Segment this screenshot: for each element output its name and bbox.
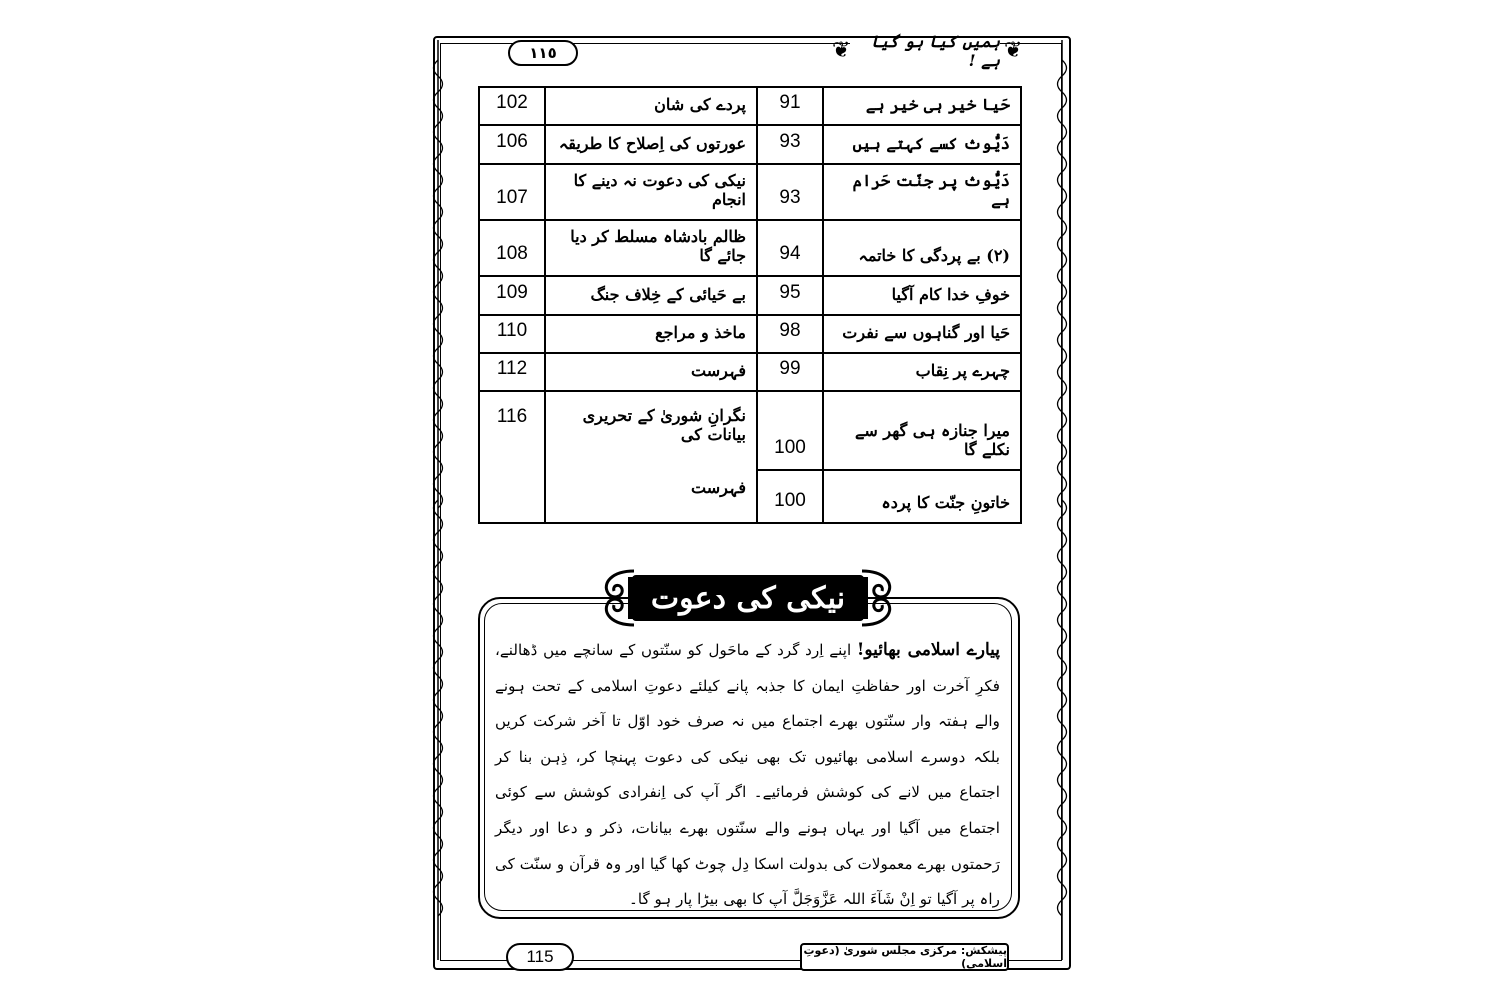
toc-entry-page: 100 bbox=[757, 391, 823, 469]
toc-entry-title: فہرست bbox=[545, 353, 757, 391]
footer-page-number: 115 bbox=[506, 943, 574, 971]
toc-entry-title: چہرے پر نِقاب bbox=[823, 353, 1021, 391]
toc-entry-title: ماخذ و مراجع bbox=[545, 315, 757, 353]
toc-entry-page: 116 bbox=[479, 391, 545, 523]
section-paragraph bbox=[495, 633, 1001, 909]
toc-entry-page: 93 bbox=[757, 164, 823, 220]
toc-entry-title: ظالم بادشاہ مسلط کر دیا جائے گا bbox=[545, 220, 757, 276]
toc-entry-title-multiline bbox=[545, 391, 757, 523]
table-row bbox=[479, 220, 1021, 276]
vine-ornament-left bbox=[427, 40, 449, 960]
toc-entry-title: خوفِ خدا کام آگیا bbox=[823, 276, 1021, 314]
header-page-number: ١١٥ bbox=[508, 40, 578, 66]
toc-entry-page: 112 bbox=[479, 353, 545, 391]
toc-entry-page: 109 bbox=[479, 276, 545, 314]
toc-entry-title: حَیا اور گناہوں سے نفرت bbox=[823, 315, 1021, 353]
toc-entry-page: 91 bbox=[757, 87, 823, 125]
toc-entry-page: 110 bbox=[479, 315, 545, 353]
toc-entry-title: خاتونِ جنّت کا پردہ bbox=[823, 470, 1021, 523]
paragraph-body: اپنے اِرد گرد کے ماحَول کو سنّتوں کے سانچے میں ڈھالنے، فکرِ آخرت اور حفاظتِ ایمان کا جذبہ پانے کیلئے دعوتِ اسلامی کے تحت ہونے والے ہفتہ وار سنّتوں بھرے اجتماع میں نہ صرف خود اوّل تا آخر شرکت کریں بلکہ دوسرے اسلامی بھائیوں تک بھی نیکی کی دعوت پہنچا کر، ذِہن بنا کر اجتماع میں لانے کی کوشش فرمائیے۔ اگر آپ کی اِنفرادی کوشش سے کوئی اجتماع میں آگیا اور یہاں ہونے والے سنّتوں بھرے بیانات، ذکر و دعا اور دیگر رَحمتوں بھرے معمولات کی بدولت اسکا دِل چوٹ کھا گیا اور وہ قرآن و سنّت کی راہ پر آگیا تو اِنْ شَآءَ اللہ عَزَّوَجَلَّ آپ کا بھی بیڑا پار ہو گا۔ bbox=[495, 641, 1000, 909]
table-row bbox=[479, 125, 1021, 163]
toc-entry-page: 100 bbox=[757, 470, 823, 523]
toc-entry-title-line: فہرست bbox=[691, 478, 746, 498]
section-title: نیکی کی دعوت bbox=[632, 575, 864, 621]
toc-entry-title: بے حَیائی کے خِلاف جنگ bbox=[545, 276, 757, 314]
header-book-title: ہمیں کیا ہو گیا ہے ! bbox=[850, 38, 1000, 64]
scroll-ornament-icon bbox=[858, 567, 898, 629]
toc-entry-title: نیکی کی دعوت نہ دینے کا انجام bbox=[545, 164, 757, 220]
vine-ornament-right bbox=[1051, 40, 1073, 960]
footer-publisher: پیشکش: مرکزی مجلس شوریٰ (دعوتِ اسلامی) bbox=[800, 943, 1009, 971]
table-row bbox=[479, 353, 1021, 391]
table-row bbox=[479, 164, 1021, 220]
toc-entry-page: 106 bbox=[479, 125, 545, 163]
toc-entry-title: دَیُّوث کسے کہتے ہیں bbox=[823, 125, 1021, 163]
paragraph-lead: پیارے اسلامی بھائیو! bbox=[856, 640, 1001, 660]
toc-entry-page: 108 bbox=[479, 220, 545, 276]
header-flourish-icon: ❦ bbox=[832, 38, 851, 63]
contents-table bbox=[478, 86, 1022, 524]
toc-entry-page: 107 bbox=[479, 164, 545, 220]
section-banner bbox=[598, 567, 898, 629]
toc-entry-title: (۲) بے پردگی کا خاتمہ bbox=[823, 220, 1021, 276]
toc-entry-title-line: نگرانِ شوریٰ کے تحریری بیانات کی bbox=[582, 406, 746, 445]
toc-entry-page: 98 bbox=[757, 315, 823, 353]
toc-entry-page: 99 bbox=[757, 353, 823, 391]
toc-entry-title: حَیا خیر ہی خیر ہے bbox=[823, 87, 1021, 125]
toc-entry-title: پردے کی شان bbox=[545, 87, 757, 125]
toc-entry-page: 93 bbox=[757, 125, 823, 163]
toc-entry-page: 94 bbox=[757, 220, 823, 276]
toc-entry-title: دَیُّوث پر جنّت حَرام ہے bbox=[823, 164, 1021, 220]
toc-entry-title: میرا جنازہ ہی گھر سے نکلے گا bbox=[823, 391, 1021, 469]
table-row bbox=[479, 276, 1021, 314]
table-row bbox=[479, 87, 1021, 125]
header-flourish-icon: ❦ bbox=[1004, 38, 1023, 63]
toc-entry-page: 102 bbox=[479, 87, 545, 125]
toc-entry-page: 95 bbox=[757, 276, 823, 314]
toc-entry-title: عورتوں کی اِصلاح کا طریقہ bbox=[545, 125, 757, 163]
table-row bbox=[479, 315, 1021, 353]
table-row bbox=[479, 391, 1021, 469]
